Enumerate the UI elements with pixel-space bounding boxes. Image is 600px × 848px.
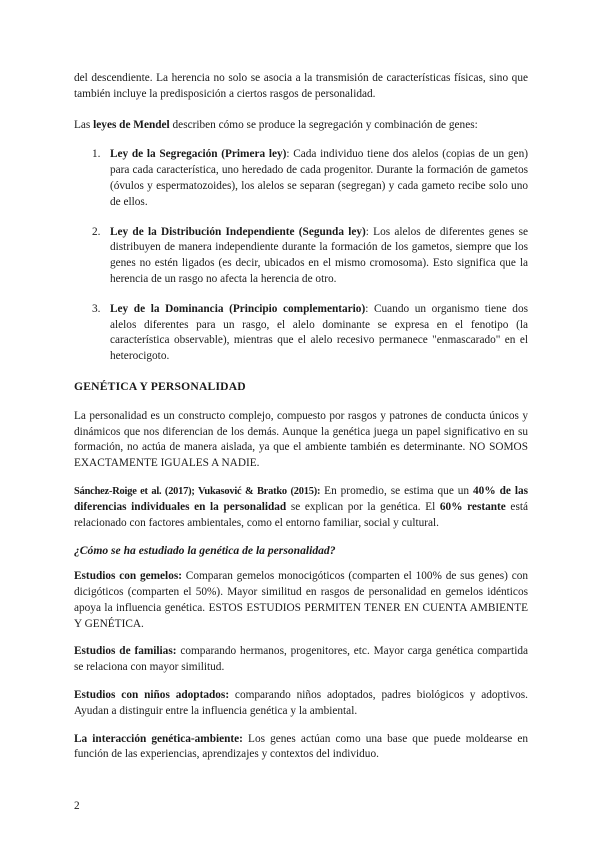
study-text: comparando niños adoptados, padres biológicos y adoptivos. Ayudan a distinguir entre la influencia genética y la ambiental. [74, 688, 528, 717]
citation-text-1: En promedio, se estima que un [320, 484, 474, 497]
study-adopted [74, 688, 528, 720]
study-text: Los genes actúan como una base que puede moldearse en función de las experiencias, aprendizajes y contextos del individuo. [74, 732, 528, 761]
citation-bold-2: 60% restante [439, 500, 506, 513]
law-item-dominance [74, 302, 528, 365]
laws-intro-bold: leyes de Mendel [93, 118, 170, 131]
study-text: comparando hermanos, progenitores, etc. Mayor carga genética compartida se relaciona con mayor similitud. [74, 645, 529, 674]
law-number: 2. [92, 225, 101, 238]
document-page [74, 71, 528, 775]
study-families [74, 644, 528, 676]
mendel-laws-intro [74, 118, 528, 134]
study-label: Estudios de familias: [74, 645, 177, 658]
law-text: : Cada individuo tiene dos alelos (copias de un gen) para cada característica, uno heredado de cada progenitor. Durante la formación de gametos (óvulos y espermatozoides), los alelos se separan (segregan) y cada gameto recibe solo uno de ellos. [110, 148, 528, 208]
study-label: La interacción genética-ambiente: [74, 732, 243, 745]
law-title: Ley de la Segregación (Primera ley) [110, 148, 287, 161]
law-number: 1. [92, 148, 101, 161]
intro-paragraph: del descendiente. La herencia no solo se asocia a la transmisión de características físicas, sino que también incluye la predisposición a ciertos rasgos de personalidad. [74, 72, 528, 100]
citation-text-2: se explican por la genética. El [286, 500, 440, 513]
study-question-heading: ¿Cómo se ha estudiado la genética de la personalidad? [74, 544, 336, 558]
study-text: Comparan gemelos monocigóticos (comparten el 100% de sus genes) con dicigóticos (comparten el 50%). Mayor similitud en rasgos de personalidad en gemelos idénticos apoya la influencia genética. ESTOS ESTUDIOS PERMITEN TENER EN CUENTA AMBIENTE Y GENÉTICA. [74, 570, 528, 630]
law-text: : Cuando un organismo tiene dos alelos diferentes para un rasgo, el alelo dominante se expresa en el fenotipo (la característica observable), mientras que el alelo recesivo permanece "enmascarado" en el heterocigoto. [110, 302, 528, 363]
law-item-segregation [74, 147, 528, 210]
law-title: Ley de la Distribución Independiente (Segunda ley) [110, 225, 366, 238]
mendel-laws-list [74, 147, 528, 365]
citation-bold-1: 40% de las diferencias individuales en la personalidad [74, 484, 528, 513]
law-text: : Los alelos de diferentes genes se distribuyen de manera independiente durante la formación de los gametos, siempre que los genes no estén ligados (es decir, ubicados en el mismo cromosoma). Esto significa que la herencia de un rasgo no afecta la herencia de otro. [110, 225, 528, 285]
law-item-independent-distribution [74, 225, 528, 288]
section-heading: GENÉTICA Y PERSONALIDAD [74, 379, 246, 393]
study-gene-environment [74, 732, 528, 764]
citation-paragraph [74, 484, 528, 531]
page-number: 2 [74, 800, 80, 812]
study-label: Estudios con niños adoptados: [74, 688, 230, 701]
citation-source: Sánchez-Roige et al. (2017); Vukasović & Bratko (2015): [74, 485, 321, 497]
study-twins [74, 569, 528, 632]
personality-paragraph: La personalidad es un constructo complejo, compuesto por rasgos y patrones de conducta únicos y dinámicos que nos diferencian de los demás. Aunque la genética juega un papel significativo en su formación, no actúa de manera aislada, ya que el ambiente también es determinante. NO SOMOS EXACTAMENTE IGUALES A NADIE. [74, 409, 528, 470]
citation-text-3: está relacionado con factores ambientales, como el entorno familiar, social y cultural. [74, 500, 528, 529]
laws-intro-before: Las [74, 118, 94, 131]
law-title: Ley de la Dominancia (Principio complementario) [110, 302, 366, 315]
laws-intro-after: describen cómo se produce la segregación y combinación de genes: [169, 118, 478, 131]
law-number: 3. [92, 302, 101, 315]
study-label: Estudios con gemelos: [74, 570, 183, 583]
